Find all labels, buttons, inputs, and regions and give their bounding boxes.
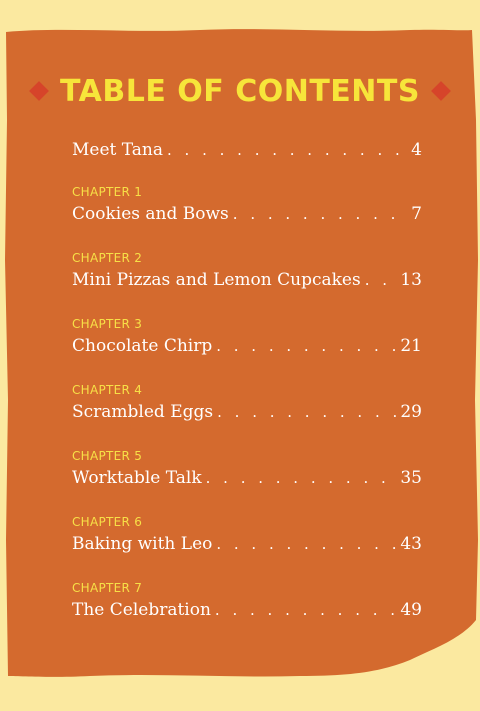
chapter-label: CHAPTER 5 [72,449,143,463]
entry-page-number: 43 [400,534,422,554]
toc-entry-line [72,402,422,428]
toc-entry-line [72,140,422,166]
dot-leader [167,141,407,159]
toc-entry [72,140,422,166]
chapter-label: CHAPTER 1 [72,185,143,199]
toc-entry [72,250,422,296]
entry-page-number: 13 [400,270,422,290]
entry-page-number: 35 [400,468,422,488]
dot-leader [216,535,396,553]
toc-heading [0,66,480,116]
toc-entry [72,382,422,428]
toc-entry-line [72,534,422,560]
chapter-label: CHAPTER 3 [72,317,143,331]
dot-leader [217,403,396,421]
dot-leader [216,337,396,355]
entry-title: The Celebration [72,600,211,620]
entry-page-number: 49 [400,600,422,620]
entry-title: Mini Pizzas and Lemon Cupcakes [72,270,361,290]
dot-leader [215,601,396,619]
dot-leader [233,205,407,223]
entry-page-number: 7 [411,204,422,224]
chapter-label: CHAPTER 4 [72,383,143,397]
toc-entry [72,448,422,494]
entry-title: Meet Tana [72,140,164,160]
chapter-label: CHAPTER 7 [72,581,143,595]
toc-entry [72,514,422,560]
toc-entry-line [72,270,422,296]
toc-entry-line [72,336,422,362]
entry-page-number: 4 [411,140,422,160]
toc-entry-line [72,204,422,230]
chapter-label: CHAPTER 2 [72,251,143,265]
page-title: TABLE OF CONTENTS [60,73,420,109]
entry-title: Worktable Talk [72,468,202,488]
toc-entry [72,316,422,362]
toc-entry [72,580,422,626]
toc-entry-line [72,468,422,494]
chapter-label: CHAPTER 6 [72,515,143,529]
entry-title: Scrambled Eggs [72,402,214,422]
dot-leader [206,469,397,487]
toc-entry-line [72,600,422,626]
entry-page-number: 29 [400,402,422,422]
diamond-icon [431,81,451,101]
entry-title: Baking with Leo [72,534,213,554]
entry-page-number: 21 [400,336,422,356]
toc-entry [72,184,422,230]
entry-title: Chocolate Chirp [72,336,213,356]
entry-title: Cookies and Bows [72,204,229,224]
diamond-icon [29,81,49,101]
dot-leader [365,271,397,289]
